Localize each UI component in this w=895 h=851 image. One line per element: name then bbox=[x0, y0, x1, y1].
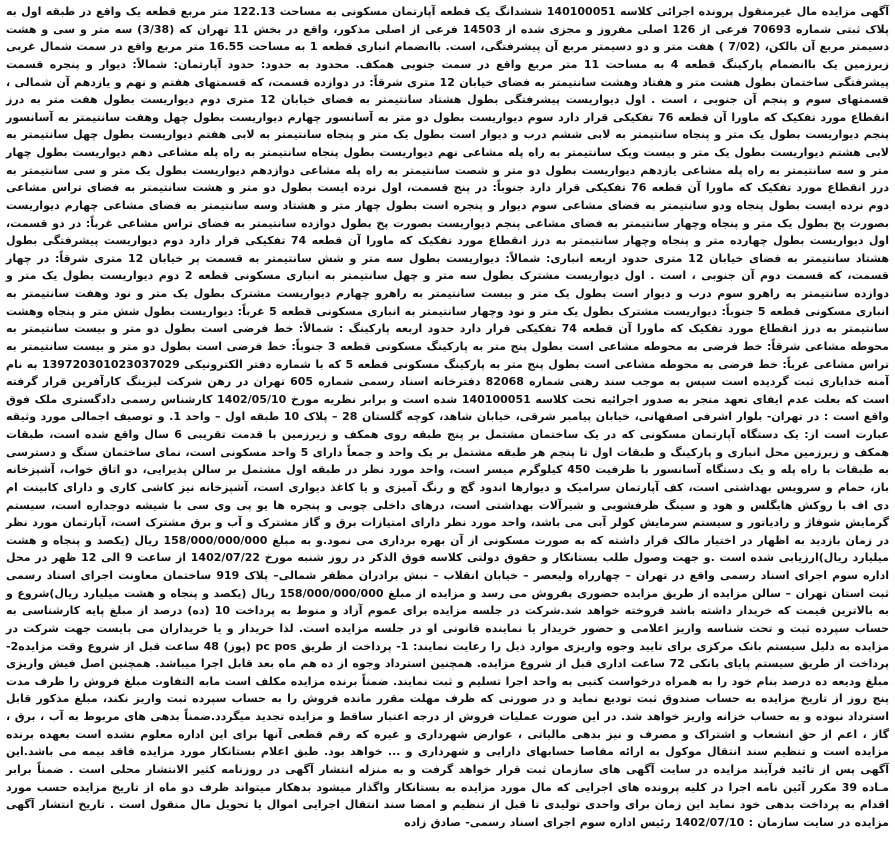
auction-notice-text: آگهی مزایده مال غیرمنقول پرونده اجرائی کلاسه 140100051 ششدانگ یک قطعه آپارتمان مسکونی به مساحت 122.13 متر مربع قطعه یک واقع در طبقه اول به پلاک ثبتی شماره 70693 فرعی از 126 اصلی مفروز و مجزی شده از 14503 فرعی از اصلی مذکور، واقع در بخش 11 تهران که (3/38) سه متر و سی و هشت دسیمتر مربع آن بالکن، (7/02 ) هفت متر و دو دسیمتر مربع آن پیشرفتگی، است. باانضمام انباری قطعه 1 به مساحت 16.55 متر مربع واقع در سمت شمال غربی زیرزمین یک باانضمام پارکینگ قطعه 4 به مساحت 11 متر مربع واقع در سمت جنوبی همکف. محدود به حدود: حدود آپارتمان: شمالاً: دیوار و پنجره قسمت پیشرفتگی ساختمان بطول هشت متر و هفتاد وهشت سانتیمتر به فضای خیابان 12 متری شرقاً: در دوازده قسمت، که قسمتهای هفتم و نهم و یازدهم آن شمالی ، قسمتهای سوم و پنجم آن جنوبی ، است . اول دیواریست پیشرفتگی بطول هشتاد سانتیمتر به فضای خیابان 12 متری دوم دیواریست بطول هفت متر به درز انقطاع مورد تفکیک که ماورا آن قطعه 76 تفکیکی قرار دارد سوم دیواریست بطول دو متر به آسانسور چهارم دیواریست بطول چهل وهفت سانتیمتر به آسانسور پنجم دیواریست بطول یک متر و پنجاه سانتیمتر به لابی ششم درب و دیوار است بطول یک متر و پنجاه سانتیمتر به لابی هفتم دیواریست بطول چهل سانتیمتر به لابی هشتم دیواریست بطول یک متر و بیست ویک سانتیمتر به راه پله مشاعی نهم دیواریست بطول پنجاه سانتیمتر به راه پله مشاعی دهم دیواریست بطول چهار متر و سه سانتیمتر به راه پله مشاعی یازدهم دیواریست بطول دو متر و شصت سانتیمتر به راه پله مشاعی دوازدهم دیواریست بطول یک متر و سی سانتیمتر به درز انقطاع مورد تفکیک که ماورا آن قطعه 76 تفکیکی قرار دارد جنوباً: در پنج قسمت، اول نرده ایست بطول دو متر و هشت سانتیمتر به فضای تراس مشاعی دوم نرده ایست بطول پنجاه ودو سانتیمتر به فضای مشاعی سوم دیوار و پنجره است بطول چهار متر و هشتاد وسه سانتیمتر به فضای مشاعی چهارم دیواریست بصورت پخ بطول یک متر و پنجاه وچهار سانتیمتر به فضای مشاعی پنجم دیواریست بصورت پخ بطول دوازده سانتیمتر به فضای تراس مشاعی غرباً: در دو قسمت، اول دیواریست بطول چهارده متر و پنجاه وچهار سانتیمتر به درز انقطاع مورد تفکیک که ماورا آن قطعه 74 تفکیکی قرار دارد دوم دیواریست پیشرفتگی بطول هشتاد سانتیمتر به فضای خیابان 12 متری حدود اربعه انباری: شمالاً: دیواریست بطول سه متر و شش سانتیمتر به قسمت پر خیابان 12 متری شرقاً: در چهار قسمت، که قسمت دوم آن جنوبی ، است . اول دیواریست مشترک بطول سه متر و چهل سانتیمتر به انباری مسکونی قطعه 2 دوم دیواریست بطول یک متر و دوازده سانتیمتر به راهرو سوم درب و دیوار است بطول یک متر و بیست سانتیمتر به راهرو چهارم دیواریست مشترک بطول یک متر و نود وهفت سانتیمتر به انباری مسکونی قطعه 5 جنوباً: دیواریست مشترک بطول یک متر و نود وچهار سانتیمتر به انباری مسکونی قطعه 5 غرباً: دیواریست بطول شش متر و پنجاه وهشت سانتیمتر به درز انقطاع مورد تفکیک که ماورا آن قطعه 74 تفکیکی قرار دارد حدود اربعه پارکینگ : شمالاً: خط فرضی است بطول دو متر و بیست سانتیمتر به محوطه مشاعی شرقاً: خط فرضی به محوطه مشاعی است بطول پنج متر به پارکینگ مسکونی قطعه 3 جنوباً: خط فرضی است بطول دو متر و بیست سانتیمتر به تراس مشاعی غرباً: خط فرضی به محوطه مشاعی است بطول پنج متر به پارکینگ مسکونی قطعه 5 که با شماره دفتر الکترونیکی 139720301023037029 به نام آمنه خدایاری ثبت گردیده است سپس به موجب سند رهنی شماره 82068 دفترخانه اسناد رسمی شماره 605 تهران در رهن شرکت لیزینگ کارآفرین قرار گرفته است که بعلت عدم ایفای تعهد منجر به صدور اجرائیه تحت کلاسه 140100051 شده است و برابر نظریه مورخ 1402/05/10 کارشناس رسمی دادگستری ملک فوق واقع است : در تهران- بلوار اشرفی اصفهانی، خیابان پیامبر شرقی، خیابان شاهد، کوچه گلستان 28 – پلاک 10 طبقه اول – واحد 1. و توصیف اجمالی مورد وثیقه عبارت است از: یک دستگاه آپارتمان مسکونی که در یک ساختمان مشتمل بر پنج طبقه روی همکف و زیرزمین با قدمت تقریبی 6 سال واقع شده است، طبقات همکف و زیرزمین محل انباری و پارکینگ و طبقات اول تا پنجم هر طبقه مشتمل بر یک واحد و جمعاً دارای 5 واحد مسکونی است، نمای ساختمان سنگ و دسترسی به طبقات با راه پله و یک دستگاه آسانسور با ظرفیت 450 کیلوگرم میسر است، واحد مورد نظر در طبقه اول مشتمل بر سالن پذیرایی، دو اتاق خواب، آشپزخانه باز، حمام و سرویس بهداشتی است، کف آپارتمان سرامیک و دیوارها اندود گچ و رنگ آمیزی و یا کاغذ دیواری است، آشپزخانه نیز کاشی کاری و دارای کابینت ام دی اف با روکش هایگلس و هود و سینگ ظرفشویی و شیرآلات بهداشتی است، درهای داخلی چوبی و پنجره ها یو پی وی سی با شیشه دوجداره است، سیستم گرمایش شوفاژ و رادیاتور و سیستم سرمایش کولر آبی می باشد، واحد مورد نظر دارای امتیازات برق و گاز مشترک و آب و برق مشترک است، آپارتمان مورد نظر در زمان بازدید به اظهار در اختیار مالک قرار داشته که به صورت مسکونی از آن بهره برداری می نمود.و به مبلغ 158/000/000/000 ریال (یکصد و پنجاه و هشت میلیارد ریال)ارزیابی شده است .و جهت وصول طلب بستانکار و حقوق دولتی کلاسه فوق الذکر در روز شنبه مورخ 1402/07/22 از ساعت 9 الی 12 ظهر در محل اداره سوم اجرای اسناد رسمی واقع در تهران – چهارراه ولیعصر – خیابان انقلاب – نبش برادران مظفر شمالی– پلاک 919 ساختمان معاونت اجرای اسناد رسمی ثبت استان تهران – سالن مزایده از طریق مزایده حضوری بفروش می رسد و مزایده از مبلغ 158/000/000/000 ریال (یکصد و پنجاه و هشت میلیارد ریال)شروع و به بالاترین قیمت که خریدار داشته باشد فروخته خواهد شد.شرکت در جلسه مزایده برای عموم آزاد و منوط به پرداخت 10 (ده) درصد از مبلغ پایه کارشناسی به حساب سپرده ثبت و تحت شناسه واریز اعلامی و حضور خریدار یا نماینده قانونی او در جلسه مزایده است. لذا خریدار و یا خریداران می بایست جهت شرکت در مزایده به دلیل سیستم بانک مرکزی برای تایید وجوه واریزی موارد ذیل را رعایت نمایند: 1- پرداخت از طریق pc pos (پوز) 48 ساعت قبل از شروع وقت مزایده2- پرداخت از طریق سیستم پایای بانکی 72 ساعت اداری قبل از شروع مزایده. همچنین استرداد وجوه از ده هم ماه بعد قابل اجرا میباشد. همچنین اصل فیش واریزی مبلغ ودیعه ده درصد بنام خود را به همراه درخواست کتبی به واحد اجرا تسلیم و ثبت نمایند. ضمناً برنده مزایده مکلف است مابه التفاوت مبلغ فروش را ظرف مدت پنج روز از تاریخ مزایده به حساب صندوق ثبت تودیع نماید و در صورتی که ظرف مهلت مقرر مانده فروش را به حساب سپرده ثبت واریز نکند، مبلغ مذکور قابل استرداد نبوده و به حساب خزانه واریز خواهد شد. در این صورت عملیات فروش از درجه اعتبار ساقط و مزایده تجدید میگردد.ضمناً بدهی های مربوط به آب ، برق ، گاز ، اعم از حق انشعاب و اشتراک و مصرف و نیز بدهی مالیاتی ، عوارض شهرداری و غیره که رقم قطعی آنها برای این اداره معلوم نشده است بعهده برنده مزایده است و تنظیم سند انتقال موکول به ارائه مفاصا حسابهای دارایی و شهرداری و ... خواهد بود. طبق اعلام بستانکار مورد مزایده فاقد بیمه می باشد.این آگهی پس از تائید فرآیند مزایده در سایت آگهی های سازمان ثبت قرار خواهد گرفت و به منزله انتشار آگهی در روزنامه کثیر الانتشار محلی است . ضمناً برابر مـاده 39 مکرر آئین نامه اجرا در کلیه پرونده های اجرایی که مال مورد مزایده به بستانکار واگذار میشود بدهکار میتواند ظرف دو ماه از تاریخ مزایده حسب مورد اقدام به پرداخت بدهی خود نماید این زمان برای واحدی تولیدی تا قبل از تنظیم و امضا سند انتقال اجرایی اموال یا تحویل مال منقول است . تاریخ انتشار آگهی مزایده در سایت سازمان : 1402/07/10 رئیس اداره سوم اجرای اسناد رسمی- صادق زاده bbox=[6, 5, 890, 829]
